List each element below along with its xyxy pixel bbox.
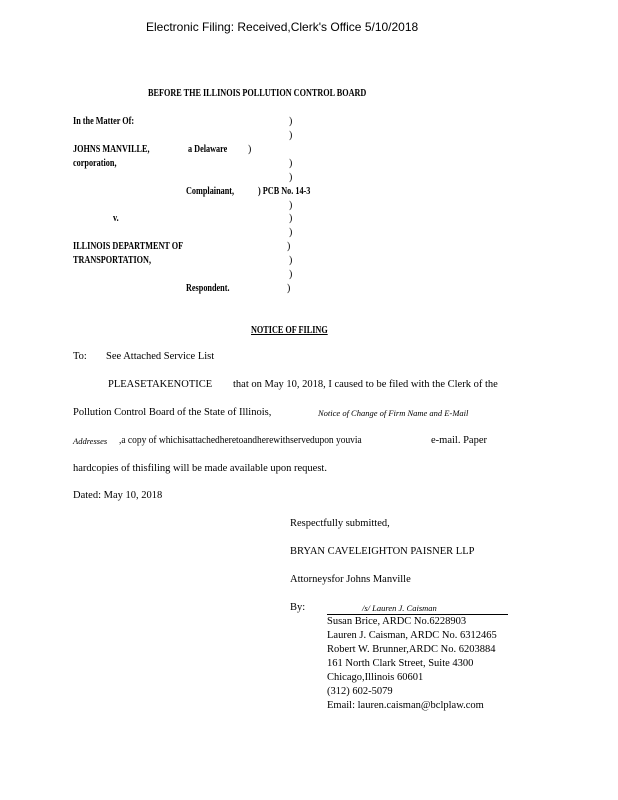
to-value: See Attached Service List <box>106 351 215 362</box>
address-line: Chicago,Illinois 60601 <box>327 672 424 683</box>
caption-paren: ) <box>289 200 293 211</box>
attorney-line: Susan Brice, ARDC No.6228903 <box>327 616 467 627</box>
caption-paren: ) <box>289 172 293 183</box>
document-title-cont: Addresses <box>73 436 108 446</box>
document-title: Notice of Change of Firm Name and E-Mail <box>318 408 469 418</box>
dated-line: Dated: May 10, 2018 <box>73 490 163 501</box>
respondent-role: Respondent. <box>186 283 230 294</box>
versus: v. <box>113 213 119 224</box>
caption-paren: ) <box>289 130 293 141</box>
please-take-notice: PLEASETAKENOTICE <box>108 379 213 390</box>
caption-paren: ) <box>287 283 291 294</box>
to-label: To: <box>73 351 87 362</box>
attorney-line: Robert W. Brunner,ARDC No. 6203884 <box>327 644 496 655</box>
closing: Respectfully submitted, <box>290 518 390 529</box>
caption-paren: ) <box>289 227 293 238</box>
email-line: Email: lauren.caisman@bclplaw.com <box>327 700 484 711</box>
matter-label: In the Matter Of: <box>73 116 135 127</box>
notice-paragraph-line: hardcopies of thisfiling will be made available upon request. <box>73 463 327 474</box>
notice-paragraph-line: Pollution Control Board of the State of Illinois, <box>73 407 272 418</box>
phone-line: (312) 602-5079 <box>327 686 393 697</box>
respondent-name: ILLINOIS DEPARTMENT OF <box>73 241 184 252</box>
e-signature: /s/ Lauren J. Caisman <box>362 603 437 613</box>
by-label: By: <box>290 602 306 613</box>
firm-name: BRYAN CAVELEIGHTON PAISNER LLP <box>290 546 475 557</box>
case-number: ) PCB No. 14-3 <box>258 186 311 197</box>
complainant-name: JOHNS MANVILLE, <box>73 144 150 155</box>
filing-stamp: Electronic Filing: Received,Clerk's Office 5/10/2018 <box>146 20 419 34</box>
complainant-entity: corporation, <box>73 158 117 169</box>
caption-paren: ) <box>289 213 293 224</box>
caption-paren: ) <box>289 255 293 266</box>
caption-paren: ) <box>248 144 252 155</box>
notice-paragraph-line: ,a copy of whichisattachedheretoandherewithservedupon youvia <box>119 435 362 446</box>
signature-line <box>327 614 508 615</box>
caption-paren: ) <box>287 241 291 252</box>
attorney-line: Lauren J. Caisman, ARDC No. 6312465 <box>327 630 497 641</box>
address-line: 161 North Clark Street, Suite 4300 <box>327 658 474 669</box>
notice-paragraph-line: that on May 10, 2018, I caused to be filed with the Clerk of the <box>233 379 498 390</box>
complainant-role: Complainant, <box>186 186 235 197</box>
caption-paren: ) <box>289 116 293 127</box>
caption-paren: ) <box>289 158 293 169</box>
notice-paragraph-line: e-mail. Paper <box>431 435 487 446</box>
complainant-state: a Delaware <box>188 144 228 155</box>
board-heading: BEFORE THE ILLINOIS POLLUTION CONTROL BOARD <box>148 88 367 99</box>
attorneys-for: Attorneysfor Johns Manville <box>290 574 411 585</box>
caption-paren: ) <box>289 269 293 280</box>
notice-title: NOTICE OF FILING <box>251 325 328 336</box>
respondent-name-cont: TRANSPORTATION, <box>73 255 152 266</box>
